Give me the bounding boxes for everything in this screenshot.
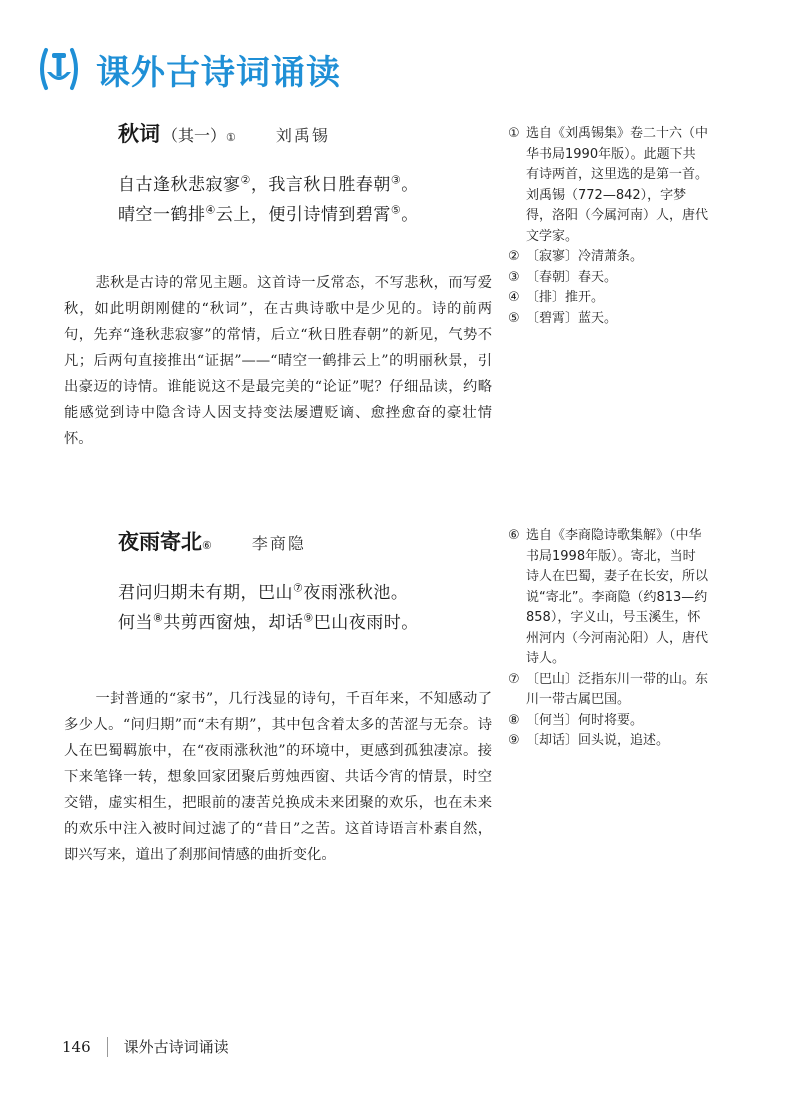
- page-footer: [62, 1036, 229, 1057]
- poem-2-title: 夜雨寄北: [118, 529, 202, 554]
- poem-line: 自古逢秋悲寂寥②，我言秋日胜春朝③。: [118, 173, 419, 195]
- section-header: [36, 44, 341, 94]
- section-title: 课外古诗词诵读: [96, 52, 341, 93]
- footnote: ⑦ 〔巴山〕泛指东川一带的山。东川一带古属巴国。: [508, 671, 709, 707]
- poem-1-commentary: 悲秋是古诗的常见主题。这首诗一反常态，不写悲秋，而写爱秋，如此明朗刚健的“秋词”，在古典诗歌中是少见的。诗的前两句，先弃“逢秋悲寂寥”的常情，后立“秋日胜春朝”的新见，气势不凡；后两句直接推出“证据”——“晴空一鹤排云上”的明丽秋景，引出豪迈的诗情。谁能说这不是最完美的“论证”呢？仔细品读，约略能感觉到诗中隐含诗人因支持变法屡遭贬谪、愈挫愈奋的豪壮情怀。: [64, 275, 492, 447]
- poem-2-heading: 夜雨寄北 ⑥ 李商隐: [118, 526, 508, 556]
- footer-section-name: 课外古诗词诵读: [123, 1038, 229, 1056]
- poem-1-heading: 秋词 （其一） ① 刘禹锡: [118, 118, 508, 148]
- note-ref: ⑤: [390, 203, 402, 217]
- anchor-bracket-icon: [36, 46, 82, 92]
- footnote: ⑧ 〔何当〕何时将要。: [508, 712, 644, 728]
- footer-divider: [107, 1037, 108, 1057]
- poem-line: 何当⑧共剪西窗烛，却话⑨巴山夜雨时。: [118, 611, 419, 633]
- note-ref: ⑧: [153, 611, 164, 625]
- note-ref: ④: [205, 203, 216, 217]
- poem-1-notes: [508, 124, 708, 329]
- footnote: ⑨ 〔却话〕回头说，追述。: [508, 733, 670, 748]
- poem-1-lines: [118, 170, 508, 230]
- footnote: ① 选自《刘禹锡集》卷二十六（中华书局1990年版）。此题下共有诗两首，这里选的是第一首。刘禹锡（772—842），字梦得，洛阳（今属河南）人，唐代文学家。: [508, 126, 709, 244]
- poem-line: 晴空一鹤排④云上，便引诗情到碧霄⑤。: [118, 203, 419, 225]
- footnote: ④ 〔排〕推开。: [508, 290, 605, 305]
- footnote: ③ 〔春朝〕春天。: [508, 269, 618, 285]
- footnote: ⑥ 选自《李商隐诗歌集解》（中华书局1998年版）。寄北，当时诗人在巴蜀，妻子在长安，所以说“寄北”。李商隐（约813—约858），字义山，号玉溪生，怀州河内（今河南沁阳）人，唐代诗人。: [508, 528, 709, 666]
- page-number: 146: [62, 1037, 91, 1056]
- note-ref: ③: [390, 173, 402, 187]
- poem-1-subtitle: （其一）: [162, 126, 227, 145]
- footnote: ② 〔寂寥〕冷清萧条。: [508, 249, 644, 264]
- poem-1: [118, 118, 508, 230]
- note-ref: ②: [240, 173, 251, 187]
- poem-1-title: 秋词: [118, 121, 160, 146]
- note-ref: ⑦: [293, 581, 304, 595]
- note-ref: ⑨: [303, 611, 314, 625]
- poem-2: [118, 526, 508, 638]
- footnote: ⑤ 〔碧霄〕蓝天。: [508, 310, 618, 326]
- poem-2-notes: [508, 526, 708, 752]
- poem-2-author: 李商隐: [251, 534, 306, 553]
- poem-2-lines: [118, 578, 508, 638]
- poem-1-author: 刘禹锡: [275, 126, 330, 145]
- poem-2-commentary: 一封普通的“家书”，几行浅显的诗句，千百年来，不知感动了多少人。“问归期”而“未有期”，其中包含着太多的苦涩与无奈。诗人在巴蜀羁旅中，在“夜雨涨秋池”的环境中，更感到孤独凄凉。接下来笔锋一转，想象回家团聚后剪烛西窗、共话今宵的情景，时空交错，虚实相生，把眼前的凄苦兑换成未来团聚的欢乐，也在未来的欢乐中注入被时间过滤了的“昔日”之苦。这首诗语言朴素自然，即兴写来，道出了刹那间情感的曲折变化。: [64, 691, 492, 863]
- poem-line: 君问归期未有期，巴山⑦夜雨涨秋池。: [118, 581, 409, 603]
